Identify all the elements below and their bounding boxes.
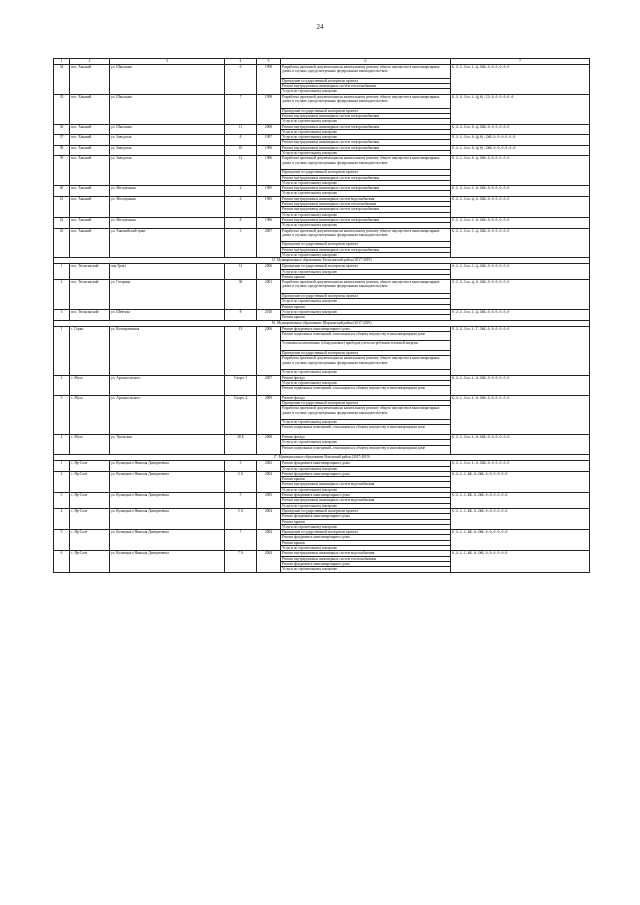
year-cell: 2003 (257, 493, 281, 509)
work-type-cell: Услуги по строительному контролю (281, 370, 451, 375)
table-row (54, 280, 590, 294)
row-number: 5 (54, 530, 70, 551)
work-type-cell: Услуги по строительному контролю (281, 503, 451, 508)
house-code-cell: П-2-3-Схк-С-Н-СЖБ-0-0-0-0-0-0 (451, 217, 590, 228)
row-number: 39 (54, 156, 70, 186)
table-row (54, 326, 590, 331)
work-type-cell: Разработка проектной документации на капитальному ремонту общего имущества в многоквартирных домах в случаях, предусмотренных федеральным законодательством (281, 156, 451, 170)
street-cell: ул. Кузнецкого Николая Дмитриевича (110, 508, 225, 529)
work-type-cell: Разработка проектной документации на капитальному ремонту общего имущества в многоквартирных домах в случаях, предусмотренных федеральным законодательством (281, 94, 451, 108)
year-cell: 2006 (257, 326, 281, 375)
row-number: 4 (54, 508, 70, 529)
year-cell: 2004 (257, 471, 281, 492)
house-number-cell: 8 (225, 217, 257, 228)
work-type-cell: Ремонт внутридомовых инженерных систем водоснабжения (281, 498, 451, 503)
house-number-cell: 13 (225, 326, 257, 375)
year-cell: 2004 (257, 508, 281, 529)
house-number-cell: 3 (225, 228, 257, 258)
house-code-cell: П-2-1-Схк-0-Ц(Н)-СЖБ-0-0-0-0-0-0 (451, 135, 590, 146)
row-number: 3 (54, 395, 70, 434)
column-header: 2 (70, 59, 110, 65)
work-type-cell: Услуги по строительному контролю (281, 119, 451, 124)
settlement-cell: пос. Хананей (70, 217, 110, 228)
table-body (54, 65, 590, 573)
street-cell: пер.Тракт (110, 264, 225, 280)
street-cell: ул. Шевчука (110, 309, 225, 320)
street-cell: ул. Молодежная (110, 196, 225, 217)
table-row (54, 551, 590, 556)
settlement-cell: пос. Хананей (70, 135, 110, 146)
work-type-cell: Ремонт фасада (281, 395, 451, 400)
section-title: 16. Муниципальное образование Шарлыкский район (2017-2019) (54, 320, 590, 326)
table-row (54, 530, 590, 535)
work-type-cell: Ремонт фундамента многоквартирного дома (281, 471, 451, 476)
settlement-cell: с. Яр-Сале (70, 530, 110, 551)
house-number-cell: 5 (225, 493, 257, 509)
row-number: 40 (54, 186, 70, 197)
work-type-cell: Ремонт подвальных помещений, относящихся к общему имуществу в многоквартирном доме (281, 445, 451, 455)
settlement-cell: пос. Тюльганский (70, 280, 110, 310)
house-code-cell: Б-3-2-Схк-С-Ц-СЖБ-0-0-0-0-0-0 (451, 228, 590, 258)
settlement-cell: с. Горки (70, 326, 110, 375)
year-cell: 1997 (257, 135, 281, 146)
work-type-cell: Услуги по строительному контролю (281, 546, 451, 551)
table-row (54, 145, 590, 150)
work-type-cell: Услуги по строительному контролю (281, 299, 451, 304)
settlement-cell: пос. Тюльганский (70, 264, 110, 280)
work-type-cell: Услуги по строительному контролю (281, 420, 451, 425)
work-type-cell: Ремонт крыши (281, 540, 451, 545)
work-type-cell: Проведение государственной экспертизы проекта (281, 508, 451, 513)
street-cell: ул. Кооперативная (110, 326, 225, 375)
street-cell: ул. Заводская (110, 156, 225, 186)
year-cell: 2006 (257, 264, 281, 280)
column-header: 4 (225, 59, 257, 65)
settlement-cell: пос. Хананей (70, 65, 110, 95)
work-type-cell: Услуги по строительному контролю (281, 309, 451, 314)
page-number: 24 (316, 23, 324, 31)
work-type-cell: Услуги по строительному контролю (281, 269, 451, 274)
work-type-cell: Проведение государственной экспертизы проекта (281, 78, 451, 83)
street-cell: ул. Молодежная (110, 217, 225, 228)
work-type-cell: Разработка проектной документации на капитальному ремонту общего имущества в многоквартирных домах в случаях, предусмотренных федеральным законодательством (281, 228, 451, 242)
street-cell: ул. Кузнецкого Николая Дмитриевича (110, 551, 225, 572)
table-row (54, 493, 590, 498)
work-type-cell: Ремонт внутридомовых инженерных систем электроснабжения (281, 113, 451, 118)
house-code-cell: Б-3-2-Схк-1-Ц-СЖБ-0-0-0-0-0-0 (451, 65, 590, 95)
section-title: 15. Муниципальное образование Тюльганский район (2017-2019) (54, 258, 590, 264)
work-type-cell: Ремонт крыши (281, 519, 451, 524)
work-type-cell: Ремонт внутридомовых инженерных систем водоснабжения (281, 551, 451, 556)
row-number: 43 (54, 228, 70, 258)
work-type-cell: Услуги по строительному контролю (281, 135, 451, 140)
house-code-cell: К-3-1-С-ЖБ-Н-СЖБ-0-0-0-0-0-0 (451, 471, 590, 492)
work-type-cell: Ремонт подвальных помещений, относящихся к общему имуществу в многоквартирном доме (281, 386, 451, 396)
house-number-cell: 12 (225, 156, 257, 186)
work-type-cell: Ремонт внутридомовых инженерных систем водоснабжения (281, 482, 451, 487)
work-type-cell: Разработка проектной документации на капитальному ремонту общего имущества в многоквартирных домах в случаях, предусмотренных федеральным законодательством (281, 65, 451, 79)
street-cell: ул. Кузнецкого Николая Дмитриевича (110, 530, 225, 551)
work-type-cell: Разработка проектной документации на капитальному ремонту общего имущества в многоквартирных домах в случаях, предусмотренных федеральным законодательством (281, 280, 451, 294)
work-type-cell: Разработка проектной документации на капитальному ремонту общего имущества в многоквартирных домах в случаях, предусмотренных федеральным законодательством (281, 406, 451, 420)
row-number: 3 (54, 493, 70, 509)
year-cell: 2007 (257, 375, 281, 395)
house-code-cell: П-2-1-Схк-0-Ц-СЖБ-0-0-0-0-0-0 (451, 156, 590, 186)
work-type-cell: Ремонт фасада (281, 375, 451, 380)
house-number-cell: 3 А (225, 471, 257, 492)
settlement-cell: с. Яр-Сале (70, 508, 110, 529)
section-title: 17. Муниципальное образование Ясненский район (2017-2019) (54, 455, 590, 461)
house-code-cell: П-2-3-Схк-1-Т-СЖБ-0-0-0-0-0-0 (451, 326, 590, 375)
settlement-cell: пос. Хананей (70, 124, 110, 135)
work-type-cell: Ремонт внутридомовых инженерных систем теплоснабжения (281, 84, 451, 89)
house-code-cell: Б-3-4-Схк-0-Ц-СЖБ-0-0-0-0-0-0 (451, 124, 590, 135)
street-cell: ул. Школьная (110, 65, 225, 95)
work-type-cell: Ремонт фасада (281, 435, 451, 440)
table-row (54, 135, 590, 140)
house-number-cell: 8 (225, 309, 257, 320)
settlement-cell: пос. Хананей (70, 228, 110, 258)
house-number-cell: 4 (225, 196, 257, 217)
work-type-cell: Проведение государственной экспертизы проекта (281, 401, 451, 406)
settlement-cell: с. Мухо (70, 375, 110, 395)
column-header: 5 (257, 59, 281, 65)
column-header: 7 (451, 59, 590, 65)
year-cell: 1998 (257, 65, 281, 95)
work-type-cell: Услуги по строительному контролю (281, 252, 451, 257)
work-type-cell: Услуги по строительному контролю (281, 212, 451, 217)
row-number: 6 (54, 551, 70, 572)
settlement-cell: с. Мухо (70, 395, 110, 434)
work-type-cell: Услуги по строительному контролю (281, 380, 451, 385)
house-code-cell: П-2-1-Схк-0-Ц(Н)-СЖБ-0-0-0-0-0-0 (451, 145, 590, 156)
work-type-cell: Ремонт внутридомовых инженерных систем электроснабжения (281, 247, 451, 252)
row-number: 1 (54, 264, 70, 280)
work-type-cell: Проведение государственной экспертизы проекта (281, 294, 451, 299)
year-cell: 1996 (257, 145, 281, 156)
house-code-cell: Б-3-2-Схк-1-Н-СЖБ-0-0-0-0-0-0 (451, 435, 590, 455)
house-number-cell: 2 (225, 186, 257, 197)
work-type-cell: Ремонт фундамента многоквартирного дома (281, 493, 451, 498)
street-cell: ул. Молодежная (110, 186, 225, 197)
work-type-cell: Проведение государственной экспертизы проекта (281, 242, 451, 247)
year-cell: 2009 (257, 395, 281, 434)
work-type-cell: Ремонт подвальных помещений, относящихся к общему имуществу в многоквартирном доме (281, 331, 451, 341)
work-type-cell: Ремонт фундамента многоквартирного дома (281, 514, 451, 519)
house-code-cell: Н-2-3-Схк-С-Н-СЖБ-0-0-0-0-0-0 (451, 186, 590, 197)
house-code-cell: К-3-1-С-ЖБ-Н-СЖБ-0-0-0-0-0-0 (451, 493, 590, 509)
house-number-cell: 11 (225, 124, 257, 135)
street-cell: ул. Кузнецкого Николая Дмитриевича (110, 471, 225, 492)
work-type-cell: Ремонт фундамента многоквартирного дома (281, 561, 451, 566)
settlement-cell: с. Яр-Сале (70, 471, 110, 492)
work-type-cell: Услуги по строительному контролю (281, 180, 451, 185)
work-type-cell: Услуги по строительному контролю (281, 191, 451, 196)
work-type-cell: Услуги по строительному контролю (281, 440, 451, 445)
street-cell: ул. Школьная (110, 94, 225, 124)
work-type-cell: Ремонт внутридомовых инженерных систем электроснабжения (281, 207, 451, 212)
year-cell: 1985 (257, 186, 281, 197)
row-number: 4 (54, 435, 70, 455)
house-code-cell: К-3-1-С-ЖБ-Н-СЖБ-0-0-0-0-0-0 (451, 551, 590, 572)
work-type-cell: Ремонт внутридомовых инженерных систем электроснабжения (281, 186, 451, 191)
work-type-cell: Ремонт внутридомовых инженерных систем электроснабжения (281, 175, 451, 180)
work-type-cell: Ремонт фундамента многоквартирного дома (281, 326, 451, 331)
row-number: 42 (54, 217, 70, 228)
work-type-cell: Ремонт внутридомовых инженерных систем теплоснабжения (281, 556, 451, 561)
settlement-cell: пос. Тюльганский (70, 309, 110, 320)
column-header: 3 (110, 59, 225, 65)
row-number: 34 (54, 65, 70, 95)
work-type-cell: Ремонт внутридомовых инженерных систем теплоснабжения (281, 202, 451, 207)
year-cell: 2004 (257, 551, 281, 572)
house-code-cell: П-2-2-Схк-Ц-Н-СЖБ-0-0-0-0-0-0 (451, 196, 590, 217)
house-code-cell: Н-2-2-Схк-С-Ц-СЖБ-0-0-0-0-0-0 (451, 264, 590, 280)
house-code-cell: Б-4-1-Схк-1-Н-СЖБ-0-0-0-0-0-0 (451, 395, 590, 434)
house-code-cell: К-3-1-С-ЖБ-Н-СЖБ-0-0-0-0-0-0 (451, 530, 590, 551)
row-number: 3 (54, 309, 70, 320)
year-cell: 1983 (257, 196, 281, 217)
row-number: 37 (54, 135, 70, 146)
house-number-cell: 5 А (225, 508, 257, 529)
year-cell: 1998 (257, 94, 281, 124)
street-cell: ул. Архангельского (110, 395, 225, 434)
house-number-cell: 7 (225, 530, 257, 551)
work-type-cell: Ремонт внутридомовых инженерных систем водоснабжения (281, 196, 451, 201)
settlement-cell: пос. Хананей (70, 94, 110, 124)
house-number-cell: 8 (225, 135, 257, 146)
row-number: 2 (54, 471, 70, 492)
street-cell: ул. Заводская (110, 135, 225, 146)
table-row (54, 124, 590, 129)
table-row (54, 264, 590, 269)
table-row (54, 217, 590, 222)
year-cell: 2007 (257, 228, 281, 258)
settlement-cell: пос. Хананей (70, 186, 110, 197)
row-number: 36 (54, 124, 70, 135)
capital-repair-table (53, 58, 590, 573)
house-number-cell: 7 (225, 94, 257, 124)
house-number-cell: 3 (225, 461, 257, 472)
settlement-cell: с. Яр-Сале (70, 461, 110, 472)
house-code-cell: К-3-1-Схк-1-Н-СЖБ-0-0-0-0-0-0 (451, 461, 590, 472)
work-type-cell: Ремонт внутридомовых инженерных систем электроснабжения (281, 217, 451, 222)
house-number-cell: 6 (225, 65, 257, 95)
year-cell: 2004 (257, 530, 281, 551)
street-cell: ул. Архангельского (110, 375, 225, 395)
street-cell: ул. Школьная (110, 124, 225, 135)
work-type-cell: Услуги по строительному контролю (281, 151, 451, 156)
work-type-cell: Услуги по строительному контролю (281, 466, 451, 471)
work-type-cell: Ремонт крыши (281, 315, 451, 320)
house-code-cell: Б-3-1-Схк-1-Н-СЖБ-0-0-0-0-0-0 (451, 375, 590, 395)
settlement-cell: с. Яр-Сале (70, 493, 110, 509)
settlement-cell: с. Мухо (70, 435, 110, 455)
work-type-cell: Ремонт фундамента многоквартирного дома (281, 461, 451, 466)
year-cell: 1986 (257, 156, 281, 186)
year-cell: 2002 (257, 461, 281, 472)
house-code-cell: Н-2-2-Схк-С-Ц-СЖБ-0-0-0-0-0-0 (451, 309, 590, 320)
year-cell: 2001 (257, 280, 281, 310)
street-cell: ул. Кузнецкого Николая Дмитриевича (110, 493, 225, 509)
house-number-cell: 5 корп. 1 (225, 375, 257, 395)
work-type-cell: Услуги по строительному контролю (281, 129, 451, 134)
table-row (54, 186, 590, 191)
work-type-cell: Проведение государственной экспертизы проекта (281, 264, 451, 269)
work-type-cell: Ремонт подвальных помещений, относящихся к общему имуществу в многоквартирном доме (281, 425, 451, 435)
table-row (54, 461, 590, 466)
table-row (54, 156, 590, 170)
street-cell: ул. Хананейский тракт (110, 228, 225, 258)
table-row (54, 309, 590, 314)
house-number-cell: 28 Б (225, 435, 257, 455)
work-type-cell: Проведение государственной экспертизы проекта (281, 530, 451, 535)
settlement-cell: пос. Хананей (70, 156, 110, 186)
row-number: 38 (54, 145, 70, 156)
table-row (54, 228, 590, 242)
work-type-cell: Услуги по строительному контролю (281, 89, 451, 94)
row-number: 1 (54, 461, 70, 472)
work-type-cell: Разработка проектной документации на капитальному ремонту общего имущества в многоквартирных домах в случаях, предусмотренных федеральным законодательством (281, 356, 451, 370)
street-cell: ул. Уральская (110, 435, 225, 455)
row-number: 2 (54, 280, 70, 310)
work-type-cell: Ремонт фундамента многоквартирного дома (281, 535, 451, 540)
table-row (54, 471, 590, 476)
table-row (54, 94, 590, 108)
row-number: 35 (54, 94, 70, 124)
row-number: 1 (54, 326, 70, 375)
work-type-cell: Ремонт внутридомовых инженерных систем электроснабжения (281, 124, 451, 129)
house-number-cell: 10 (225, 145, 257, 156)
work-type-cell: Проведение государственной экспертизы проекта (281, 108, 451, 113)
column-header: 1 (54, 59, 70, 65)
house-number-cell: 14 (225, 264, 257, 280)
work-type-cell: Проведение государственной экспертизы проекта (281, 351, 451, 356)
settlement-cell: пос. Хананей (70, 145, 110, 156)
settlement-cell: пос. Хананей (70, 196, 110, 217)
table-row (54, 196, 590, 201)
house-number-cell: 5 корп. 2 (225, 395, 257, 434)
work-type-cell: Услуги по строительному контролю (281, 524, 451, 529)
year-cell: 2008 (257, 124, 281, 135)
work-type-cell: Ремонт крыши (281, 274, 451, 279)
house-code-cell: К-3-1-С-ЖБ-Н-СЖБ-0-0-0-0-0-0 (451, 508, 590, 529)
table-row (54, 508, 590, 513)
work-type-cell: Ремонт крыши (281, 304, 451, 309)
settlement-cell: с. Яр-Сале (70, 551, 110, 572)
year-cell: 1986 (257, 217, 281, 228)
year-cell: 2010 (257, 309, 281, 320)
work-type-cell: Установка коллективных (общедомовых) приборов учета потребления тепловой энергии (281, 341, 451, 351)
work-type-cell: Услуги по строительному контролю (281, 567, 451, 572)
work-type-cell: Проведение государственной экспертизы проекта (281, 170, 451, 175)
house-number-cell: 30 (225, 280, 257, 310)
street-cell: ул. Гагарина (110, 280, 225, 310)
work-type-cell: Ремонт внутридомовых инженерных систем электроснабжения (281, 140, 451, 145)
row-number: 2 (54, 375, 70, 395)
house-code-cell: П-2-3-Схк-Ц-Н-СЖБ-0-0-0-0-0-0 (451, 280, 590, 310)
work-type-cell: Услуги по строительному контролю (281, 487, 451, 492)
column-header: 6 (281, 59, 451, 65)
work-type-cell: Ремонт крыши (281, 477, 451, 482)
work-type-cell: Ремонт внутридомовых инженерных систем электроснабжения (281, 145, 451, 150)
row-number: 41 (54, 196, 70, 217)
street-cell: ул. Заводская (110, 145, 225, 156)
house-number-cell: 7 А (225, 551, 257, 572)
street-cell: ул. Кузнецкого Николая Дмитриевича (110, 461, 225, 472)
year-cell: 2008 (257, 435, 281, 455)
table-row (54, 65, 590, 79)
house-code-cell: Б-2-4-Схк-1-Ц(Н)-СЗ-0-0-0-0-0-0 (451, 94, 590, 124)
work-type-cell: Услуги по строительному контролю (281, 223, 451, 228)
